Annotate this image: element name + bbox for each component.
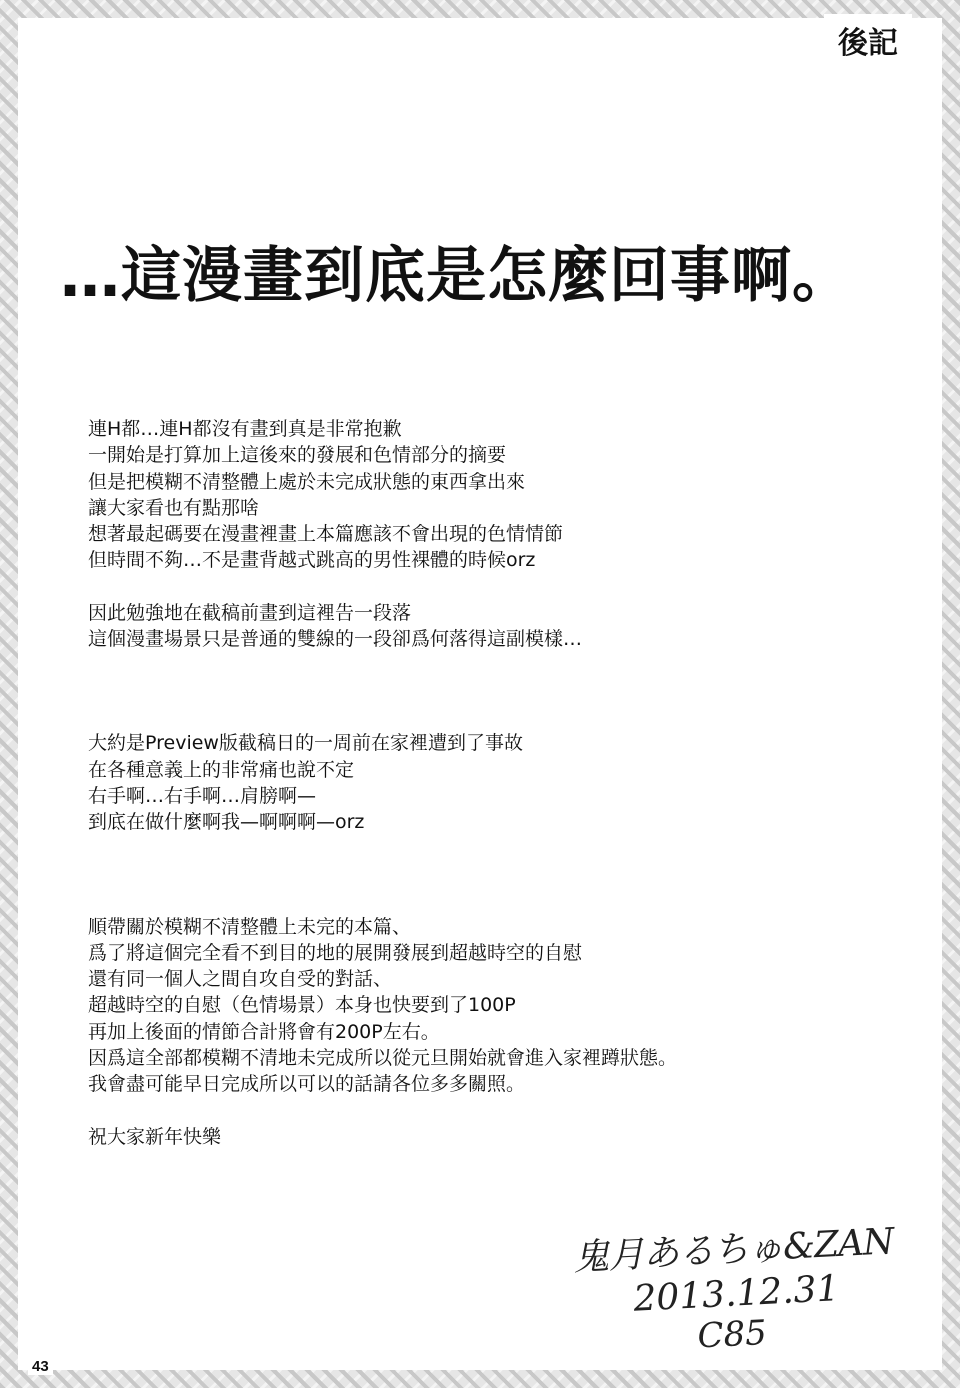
paragraph-new-year [88,1124,888,1150]
text-line: 但時間不夠…不是畫背越式跳高的男性裸體的時候orz [88,549,536,572]
text-line: 順帶關於模糊不清整體上未完的本篇、 [88,915,412,938]
paragraph-conclusion [88,600,888,653]
text-line: 爲了將這個完全看不到目的地的展開發展到超越時空的自慰 [88,941,583,964]
signature-date: 2013.12.31 [632,1268,841,1320]
signature-event: C85 [696,1312,768,1357]
paragraph-accident [88,730,888,835]
text-line: 再加上後面的情節合計將會有200P左右。 [88,1020,440,1043]
paragraph-apology [88,416,888,574]
text-line: 右手啊…右手啊…肩膀啊— [88,784,317,807]
text-line: 大約是Preview版截稿日的一周前在家裡遭到了事故 [88,732,523,755]
text-line: 在各種意義上的非常痛也說不定 [88,758,355,781]
text-line: 到底在做什麼啊我—啊啊啊—orz [88,811,365,834]
text-line: 但是把模糊不清整體上處於未完成狀態的東西拿出來 [88,470,526,493]
text-line: 還有同一個人之間自攻自受的對話、 [88,968,393,991]
page-number: 43 [28,1358,53,1375]
signature-name: 鬼月あるちゅ&ZAN [572,1221,895,1279]
text-line: 祝大家新年快樂 [88,1125,222,1148]
text-line: 這個漫畫場景只是普通的雙線的一段卻爲何落得這副模樣… [88,628,583,651]
text-line: 因爲這全部都模糊不清地未完成所以從元旦開始就會進入家裡蹲狀態。 [88,1047,678,1070]
text-line: 想著最起碼要在漫畫裡畫上本篇應該不會出現的色情情節 [88,523,564,546]
handwritten-signature [572,1214,895,1361]
text-line: 連H都…連H都沒有畫到真是非常抱歉 [88,418,402,440]
text-line: 因此勉強地在截稿前畫到這裡告一段落 [88,601,412,624]
text-line: 我會盡可能早日完成所以可以的話請各位多多關照。 [88,1073,526,1096]
text-line: 讓大家看也有點那啥 [88,496,260,519]
text-line: 超越時空的自慰（色情場景）本身也快要到了100P [88,994,516,1017]
text-line: 一開始是打算加上這後來的發展和色情部分的摘要 [88,444,507,467]
afterword-heading: 後記 [824,14,912,66]
main-title: …這漫畫到底是怎麼回事啊。 [60,241,853,311]
afterword-body [88,416,888,1150]
paragraph-future-plans [88,914,888,1098]
